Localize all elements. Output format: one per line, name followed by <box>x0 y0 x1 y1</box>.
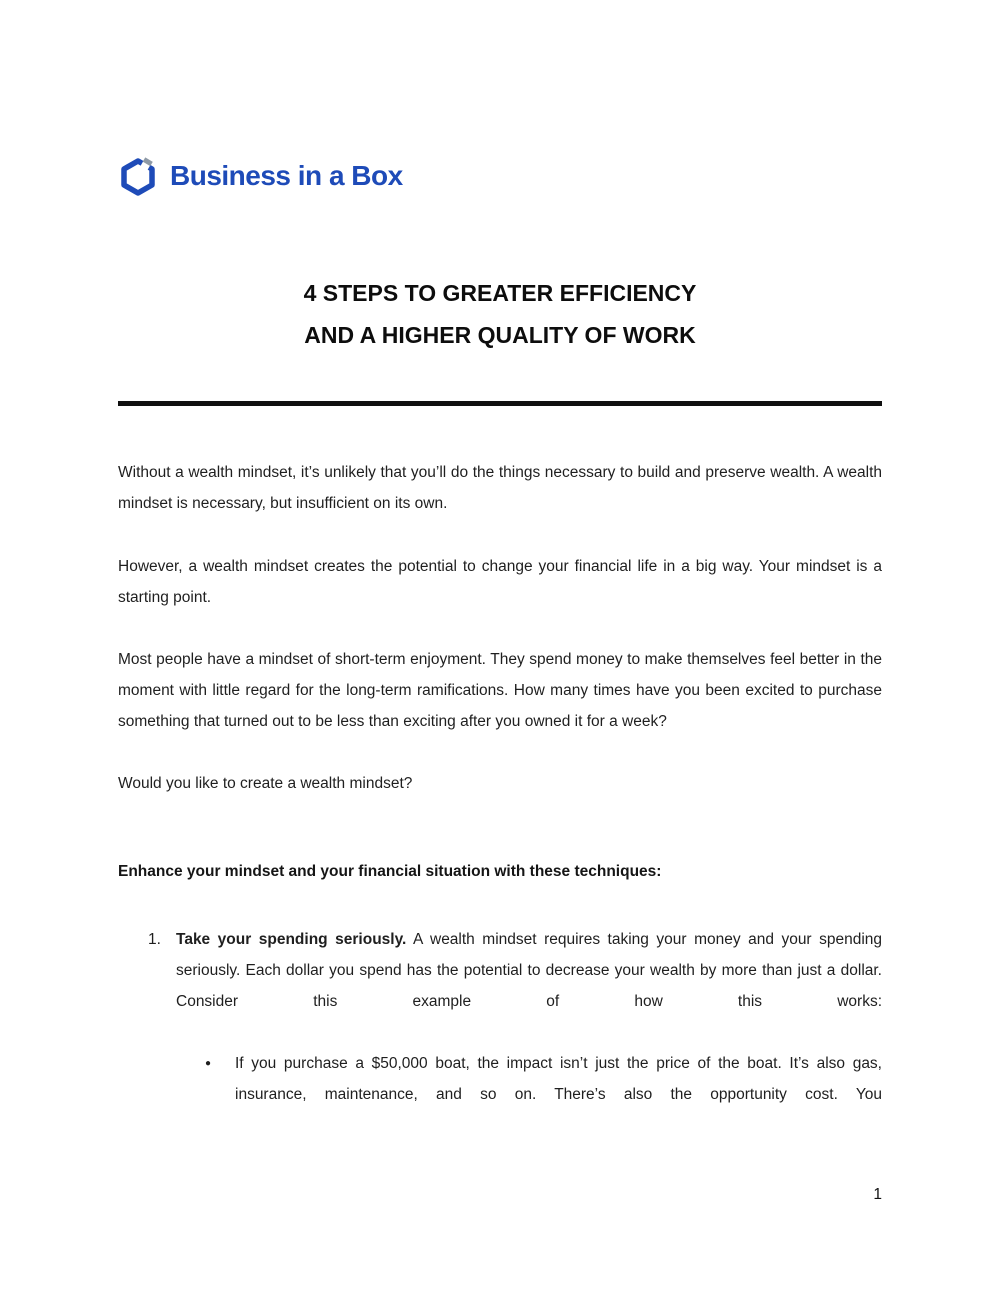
brand-logo-text: Business in a Box <box>170 160 403 191</box>
title-divider-rule <box>118 401 882 406</box>
business-in-a-box-hexagon-icon <box>118 155 158 197</box>
numbered-list-item-1 <box>148 924 882 1017</box>
body-paragraph-4: Would you like to create a wealth mindset? <box>118 775 413 792</box>
document-title <box>118 272 882 356</box>
bullet-dot-icon: ● <box>205 1058 212 1069</box>
bullet-list-item-1 <box>205 1048 882 1110</box>
list-item-text <box>176 924 882 1017</box>
body-paragraph-3: Most people have a mindset of short-term enjoyment. They spend money to make themselves feel better in the moment with little regard for the long-term ramifications. How many times have you been excited to purchase something that turned out to be less than exciting after you owned it for a week? <box>118 651 882 730</box>
document-title-line1: 4 STEPS TO GREATER EFFICIENCY <box>303 280 697 306</box>
document-title-line2: AND A HIGHER QUALITY OF WORK <box>304 322 696 348</box>
brand-logo <box>118 155 882 197</box>
page-number: 1 <box>873 1186 882 1203</box>
list-item-lead-bold: Take your spending seriously. <box>176 931 407 948</box>
body-paragraph-2: However, a wealth mindset creates the potential to change your financial life in a big way. Your mindset is a starting point. <box>118 558 882 606</box>
section-heading: Enhance your mindset and your financial situation with these techniques: <box>118 863 662 880</box>
bullet-item-text: If you purchase a $50,000 boat, the impact isn’t just the price of the boat. It’s also gas, insurance, maintenance, and so on. There’s also the opportunity cost. You <box>235 1055 882 1103</box>
document-content <box>118 0 882 1110</box>
body-paragraph-1: Without a wealth mindset, it’s unlikely that you’ll do the things necessary to build and preserve wealth. A wealth mindset is necessary, but insufficient on its own. <box>118 464 882 512</box>
list-item-number: 1. <box>148 931 161 948</box>
list-item-rest: A wealth mindset requires taking your money and your spending seriously. Each dollar you spend has the potential to decrease your wealth by more than just a dollar. Consider this example of how this works: <box>176 931 883 1010</box>
